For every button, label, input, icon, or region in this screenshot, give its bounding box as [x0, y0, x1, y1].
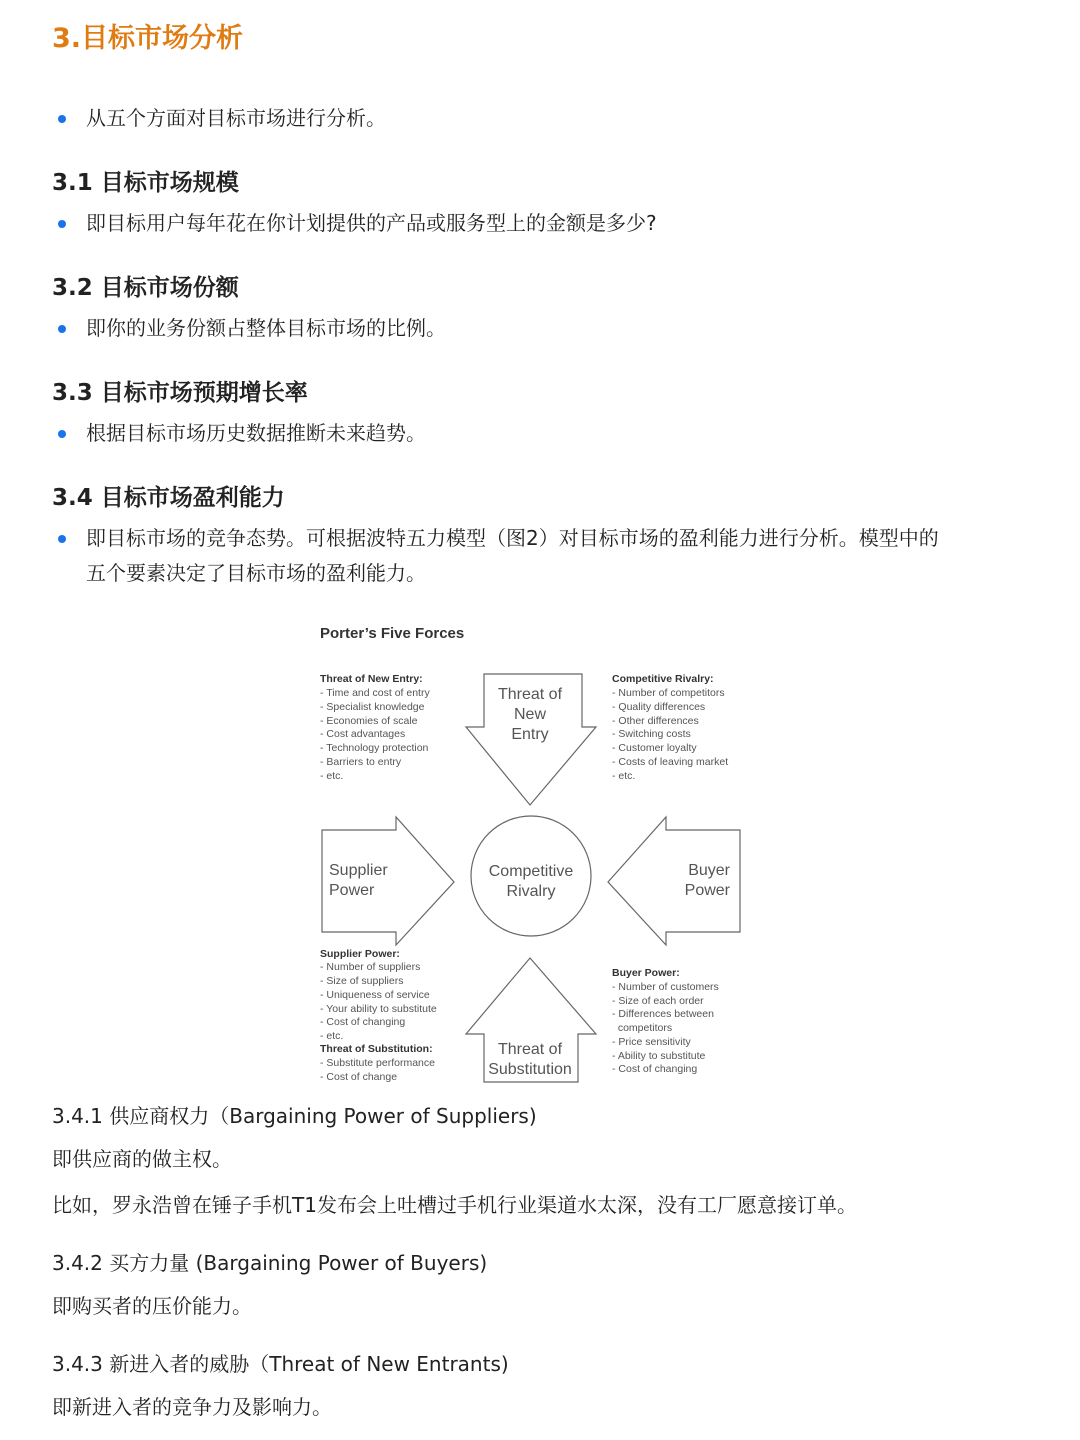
supplier-item: - Your ability to substitute	[320, 1003, 437, 1015]
bullet-3-3	[58, 416, 1018, 451]
supplier-arrow-shape	[322, 817, 454, 945]
bullet-dot-icon	[58, 535, 66, 543]
rivalry-item: - etc.	[612, 770, 636, 782]
intro-bullet	[58, 101, 1018, 136]
bullet-3-4-line1: 即目标市场的竞争态势。可根据波特五力模型（图2）对目标市场的盈利能力进行分析。模型中的	[86, 526, 939, 550]
paragraph-3-4-1-a: 即供应商的做主权。	[52, 1147, 232, 1171]
bullet-3-2	[58, 311, 1018, 346]
new-entry-label-3: Entry	[511, 726, 549, 743]
supplier-label-2: Power	[329, 882, 375, 899]
new-entry-item: - Time and cost of entry	[320, 687, 430, 699]
substitution-label-2: Substitution	[488, 1061, 572, 1078]
bullet-3-2-text: 即你的业务份额占整体目标市场的比例。	[86, 316, 446, 340]
porters-five-forces-diagram	[312, 612, 758, 1083]
substitution-item: - Substitute performance	[320, 1057, 435, 1069]
heading-3-4-2: 3.4.2 买方力量 (Bargaining Power of Buyers)	[52, 1251, 488, 1275]
substitution-item: - Cost of change	[320, 1071, 398, 1083]
new-entry-item: - Economies of scale	[320, 715, 418, 727]
paragraph-3-4-1-b: 比如，罗永浩曾在锤子手机T1发布会上吐槽过手机行业渠道水太深，没有工厂愿意接订单。	[52, 1193, 857, 1217]
rivalry-item: - Customer loyalty	[612, 742, 697, 754]
new-entry-item: - Cost advantages	[320, 728, 406, 740]
heading-3-4-3: 3.4.3 新进入者的威胁（Threat of New Entrants)	[52, 1352, 509, 1376]
new-entry-label-1: Threat of	[497, 686, 563, 703]
bullet-3-3-text: 根据目标市场历史数据推断未来趋势。	[86, 421, 426, 445]
buyer-item: - Differences between	[612, 1008, 714, 1020]
bullet-dot-icon	[58, 325, 66, 333]
buyer-item: - Number of customers	[612, 981, 719, 993]
buyer-label-2: Power	[684, 882, 730, 899]
diagram-title: Porter’s Five Forces	[320, 625, 465, 642]
buyer-heading: Buyer Power:	[612, 967, 680, 979]
buyer-item: - Price sensitivity	[612, 1036, 691, 1048]
bullet-3-4-line2: 五个要素决定了目标市场的盈利能力。	[86, 561, 426, 585]
new-entry-heading: Threat of New Entry:	[320, 673, 423, 685]
paragraph-3-4-3: 即新进入者的竞争力及影响力。	[52, 1395, 332, 1419]
heading-3-2: 3.2 目标市场份额	[52, 275, 239, 301]
rivalry-item: - Other differences	[612, 715, 699, 727]
new-entry-label-2: New	[513, 706, 547, 723]
new-entry-item: - Technology protection	[320, 742, 429, 754]
heading-3-1: 3.1 目标市场规模	[52, 170, 239, 196]
bullet-3-1	[58, 206, 1018, 241]
rivalry-item: - Quality differences	[612, 701, 706, 713]
rivalry-item: - Switching costs	[612, 728, 691, 740]
bullet-dot-icon	[58, 115, 66, 123]
supplier-item: - etc.	[320, 1030, 344, 1042]
supplier-item: - Size of suppliers	[320, 975, 404, 987]
supplier-item: - Uniqueness of service	[320, 989, 430, 1001]
paragraph-3-4-2: 即购买者的压价能力。	[52, 1294, 252, 1318]
buyer-item: - Cost of changing	[612, 1063, 698, 1075]
buyer-item: - Size of each order	[612, 995, 704, 1007]
bullet-dot-icon	[58, 220, 66, 228]
section-title: 3.目标市场分析	[52, 23, 244, 54]
new-entry-item: - etc.	[320, 770, 344, 782]
rivalry-heading: Competitive Rivalry:	[612, 673, 714, 685]
diagram-svg	[312, 612, 758, 1083]
rivalry-label-2: Rivalry	[506, 883, 556, 900]
new-entry-item: - Specialist knowledge	[320, 701, 425, 713]
bullet-dot-icon	[58, 430, 66, 438]
buyer-item: competitors	[612, 1022, 673, 1034]
bullet-3-4	[58, 521, 1018, 591]
supplier-heading: Supplier Power:	[320, 948, 400, 960]
intro-bullet-text: 从五个方面对目标市场进行分析。	[86, 106, 386, 130]
rivalry-label-1: Competitive	[488, 863, 574, 880]
buyer-item: - Ability to substitute	[612, 1050, 706, 1062]
substitution-heading: Threat of Substitution:	[320, 1043, 433, 1055]
bullet-3-1-text: 即目标用户每年花在你计划提供的产品或服务型上的金额是多少?	[86, 211, 657, 235]
buyer-arrow-shape	[608, 817, 740, 945]
heading-3-3: 3.3 目标市场预期增长率	[52, 380, 308, 406]
supplier-item: - Number of suppliers	[320, 961, 421, 973]
heading-3-4: 3.4 目标市场盈利能力	[52, 485, 285, 511]
heading-3-4-1: 3.4.1 供应商权力（Bargaining Power of Suppliers)	[52, 1104, 537, 1128]
new-entry-item: - Barriers to entry	[320, 756, 402, 768]
rivalry-item: - Costs of leaving market	[612, 756, 729, 768]
supplier-item: - Cost of changing	[320, 1016, 406, 1028]
substitution-label-1: Threat of	[497, 1041, 563, 1058]
rivalry-item: - Number of competitors	[612, 687, 725, 699]
buyer-label-1: Buyer	[688, 862, 730, 879]
supplier-label-1: Supplier	[329, 862, 388, 879]
